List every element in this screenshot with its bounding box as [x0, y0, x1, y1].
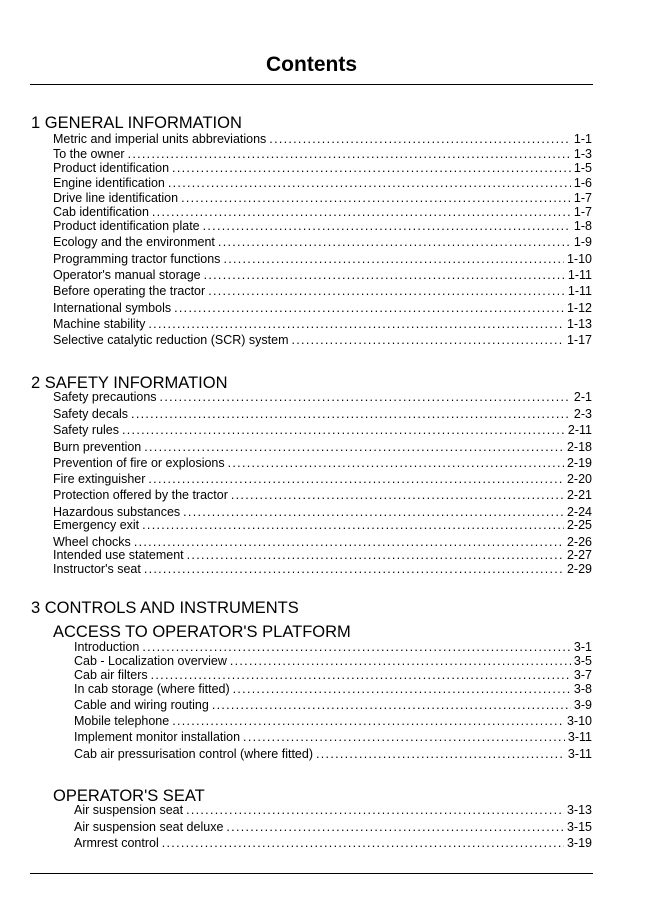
dot-leader — [144, 562, 564, 577]
dot-leader — [148, 472, 564, 487]
toc-entry-title: Emergency exit — [53, 518, 140, 532]
toc-entry-title: International symbols — [53, 301, 172, 315]
toc-entry-page: 2-26 — [566, 535, 592, 549]
toc-entry-page: 1-6 — [573, 176, 592, 190]
subsection-heading-operators-seat: OPERATOR'S SEAT — [53, 787, 205, 805]
dot-leader — [233, 682, 571, 697]
toc-entry-page: 3-5 — [573, 654, 592, 668]
toc-entry-page: 1-7 — [573, 205, 592, 219]
toc-entry-page: 1-11 — [567, 268, 592, 282]
toc-entry-title: Instructor's seat — [53, 562, 141, 576]
toc-entry-page: 1-1 — [573, 132, 592, 146]
toc-entry-title: Safety rules — [53, 423, 120, 437]
toc-entry[interactable] — [53, 205, 592, 220]
toc-entry-title: Cab air filters — [74, 668, 148, 682]
page-title: Contents — [266, 53, 357, 76]
toc-entry-page: 3-9 — [573, 698, 592, 712]
toc-entry-title: Cab air pressurisation control (where fitted) — [74, 747, 313, 761]
toc-entry[interactable] — [53, 390, 592, 405]
bottom-rule — [30, 873, 593, 874]
toc-entry-title: Wheel chocks — [53, 535, 131, 549]
top-rule — [30, 84, 593, 85]
section-heading-controls-and-instruments: 3 CONTROLS AND INSTRUMENTS — [31, 599, 299, 617]
toc-entry[interactable] — [53, 440, 592, 455]
dot-leader — [204, 268, 565, 283]
toc-entry-page: 2-18 — [566, 440, 592, 454]
toc-entry-page: 3-7 — [573, 668, 592, 682]
toc-entry-title: Product identification — [53, 161, 170, 175]
toc-entry-title: Engine identification — [53, 176, 165, 190]
dot-leader — [152, 205, 571, 220]
dot-leader — [230, 654, 571, 669]
toc-entry[interactable] — [53, 472, 592, 487]
dot-leader — [208, 284, 565, 299]
toc-entry[interactable] — [74, 803, 592, 818]
toc-entry-page: 3-13 — [566, 803, 592, 817]
toc-entry[interactable] — [53, 132, 592, 147]
toc-entry[interactable] — [74, 820, 592, 835]
dot-leader — [223, 252, 564, 267]
toc-entry-page: 2-11 — [567, 423, 592, 437]
toc-entry-page: 2-21 — [566, 488, 592, 502]
toc-entry-page: 2-24 — [566, 505, 592, 519]
dot-leader — [142, 518, 564, 533]
toc-entry[interactable] — [53, 176, 592, 191]
toc-entry[interactable] — [53, 562, 592, 577]
toc-entry-page: 2-27 — [566, 548, 592, 562]
dot-leader — [160, 390, 571, 405]
toc-entry-page: 3-19 — [566, 836, 592, 850]
toc-entry-title: Safety precautions — [53, 390, 157, 404]
dot-leader — [128, 147, 571, 162]
toc-entry[interactable] — [53, 161, 592, 176]
toc-entry-title: Cable and wiring routing — [74, 698, 209, 712]
dot-leader — [226, 820, 564, 835]
toc-entry-page: 2-19 — [566, 456, 592, 470]
toc-entry-title: Safety decals — [53, 407, 129, 421]
dot-leader — [122, 423, 565, 438]
toc-entry[interactable] — [53, 147, 592, 162]
toc-entry[interactable] — [53, 252, 592, 267]
dot-leader — [212, 698, 571, 713]
toc-entry-title: Mobile telephone — [74, 714, 170, 728]
toc-entry-title: Implement monitor installation — [74, 730, 241, 744]
toc-entry[interactable] — [74, 730, 592, 745]
toc-entry[interactable] — [53, 488, 592, 503]
dot-leader — [148, 317, 564, 332]
toc-entry-page: 1-7 — [573, 191, 592, 205]
toc-entry[interactable] — [74, 640, 592, 655]
dot-leader — [142, 640, 571, 655]
toc-entry[interactable] — [74, 654, 592, 669]
dot-leader — [144, 440, 564, 455]
toc-entry-title: Air suspension seat — [74, 803, 184, 817]
toc-entry[interactable] — [74, 714, 592, 729]
dot-leader — [168, 176, 571, 191]
toc-entry[interactable] — [74, 747, 592, 762]
dot-leader — [151, 668, 571, 683]
dot-leader — [181, 191, 571, 206]
toc-entry-title: Ecology and the environment — [53, 235, 215, 249]
toc-entry-title: Burn prevention — [53, 440, 142, 454]
toc-entry-page: 2-25 — [566, 518, 592, 532]
dot-leader — [228, 456, 564, 471]
toc-entry-page: 1-11 — [567, 284, 592, 298]
toc-entry-page: 2-3 — [573, 407, 592, 421]
section-heading-general-information: 1 GENERAL INFORMATION — [31, 114, 242, 132]
toc-entry-title: Programming tractor functions — [53, 252, 221, 266]
toc-entry-page: 1-12 — [566, 301, 592, 315]
toc-entry[interactable] — [53, 548, 592, 563]
toc-entry-page: 1-3 — [573, 147, 592, 161]
dot-leader — [172, 714, 564, 729]
toc-entry[interactable] — [53, 456, 592, 471]
toc-entry[interactable] — [53, 284, 592, 299]
toc-entry-page: 3-10 — [566, 714, 592, 728]
toc-entry-title: Air suspension seat deluxe — [74, 820, 224, 834]
dot-leader — [269, 132, 571, 147]
dot-leader — [131, 407, 571, 422]
toc-entry-page: 3-1 — [573, 640, 592, 654]
toc-entry-page: 2-1 — [573, 390, 592, 404]
toc-entry-title: Hazardous substances — [53, 505, 181, 519]
toc-entry[interactable] — [74, 698, 592, 713]
subsection-heading-access-to-operators-platform: ACCESS TO OPERATOR'S PLATFORM — [53, 623, 351, 641]
toc-entry[interactable] — [53, 407, 592, 422]
toc-entry-title: Introduction — [74, 640, 140, 654]
dot-leader — [292, 333, 564, 348]
toc-entry-title: To the owner — [53, 147, 125, 161]
toc-entry-page: 1-17 — [566, 333, 592, 347]
toc-entry[interactable] — [53, 301, 592, 316]
toc-entry[interactable] — [53, 268, 592, 283]
toc-entry-title: Product identification plate — [53, 219, 200, 233]
toc-entry[interactable] — [53, 423, 592, 438]
toc-entry-page: 1-9 — [573, 235, 592, 249]
toc-entry-page: 2-20 — [566, 472, 592, 486]
dot-leader — [162, 836, 564, 851]
toc-entry[interactable] — [53, 235, 592, 250]
toc-entry[interactable] — [53, 191, 592, 206]
toc-entry-title: Intended use statement — [53, 548, 184, 562]
toc-entry-title: Machine stability — [53, 317, 146, 331]
toc-entry-page: 1-8 — [573, 219, 592, 233]
dot-leader — [218, 235, 571, 250]
toc-entry-page: 3-8 — [573, 682, 592, 696]
toc-entry-page: 2-29 — [566, 562, 592, 576]
toc-entry-title: Fire extinguisher — [53, 472, 146, 486]
toc-entry-page: 3-15 — [566, 820, 592, 834]
toc-entry[interactable] — [53, 219, 592, 234]
toc-entry-title: Operator's manual storage — [53, 268, 201, 282]
toc-entry[interactable] — [74, 682, 592, 697]
section-heading-safety-information: 2 SAFETY INFORMATION — [31, 374, 228, 392]
toc-entry-title: In cab storage (where fitted) — [74, 682, 230, 696]
dot-leader — [231, 488, 564, 503]
toc-entry-title: Drive line identification — [53, 191, 179, 205]
dot-leader — [172, 161, 571, 176]
toc-entry-page: 1-13 — [566, 317, 592, 331]
toc-entry-page: 1-10 — [566, 252, 592, 266]
toc-entry-title: Cab - Localization overview — [74, 654, 227, 668]
dot-leader — [243, 730, 565, 745]
toc-entry[interactable] — [53, 333, 592, 348]
toc-entry[interactable] — [74, 668, 592, 683]
toc-entry-page: 3-11 — [567, 747, 592, 761]
dot-leader — [203, 219, 571, 234]
dot-leader — [316, 747, 565, 762]
toc-entry[interactable] — [53, 518, 592, 533]
dot-leader — [187, 548, 564, 563]
toc-entry[interactable] — [53, 317, 592, 332]
toc-entry-page: 1-5 — [573, 161, 592, 175]
dot-leader — [186, 803, 564, 818]
dot-leader — [174, 301, 564, 316]
toc-entry-title: Before operating the tractor — [53, 284, 206, 298]
toc-entry-title: Cab identification — [53, 205, 149, 219]
toc-entry-title: Metric and imperial units abbreviations — [53, 132, 267, 146]
toc-entry-title: Protection offered by the tractor — [53, 488, 228, 502]
toc-entry-title: Armrest control — [74, 836, 159, 850]
toc-entry-title: Selective catalytic reduction (SCR) system — [53, 333, 289, 347]
toc-entry-title: Prevention of fire or explosions — [53, 456, 225, 470]
toc-entry[interactable] — [74, 836, 592, 851]
toc-entry-page: 3-11 — [567, 730, 592, 744]
